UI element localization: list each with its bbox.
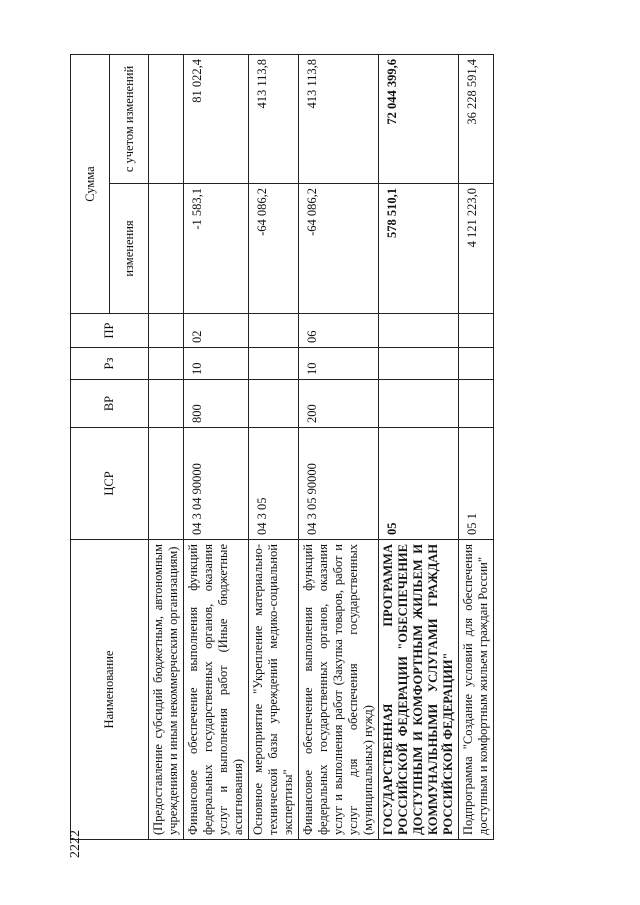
cell-rz: 10 [184,348,249,380]
cell-changes [149,184,184,314]
header-changes: изменения [110,184,149,314]
cell-with-changes: 72 044 399,6 [379,55,459,184]
cell-csr [149,428,184,540]
table-row [184,55,249,840]
cell-name: Подпрограмма "Создание условий для обеспечения доступным и комфортным жильем граждан России" [459,540,494,840]
table-row [379,55,459,840]
table-header [71,55,149,840]
cell-pr [249,314,299,348]
cell-csr: 05 [379,428,459,540]
cell-csr: 05 1 [459,428,494,540]
cell-name: Основное мероприятие "Укрепление материально-технической базы учреждений медико-социальной экспертизы" [249,540,299,840]
cell-with-changes: 81 022,4 [184,55,249,184]
header-pr: ПР [71,314,149,348]
cell-pr [379,314,459,348]
cell-changes: -64 086,2 [299,184,379,314]
cell-vr: 200 [299,380,379,428]
header-csr: ЦСР [71,428,149,540]
cell-vr: 800 [184,380,249,428]
cell-vr [459,380,494,428]
cell-with-changes: 413 113,8 [299,55,379,184]
header-with-changes: с учетом изменений [110,55,149,184]
header-name: Наименование [71,540,149,840]
cell-changes: -64 086,2 [249,184,299,314]
cell-name: ГОСУДАРСТВЕННАЯ ПРОГРАММА РОССИЙСКОЙ ФЕДЕРАЦИИ "ОБЕСПЕЧЕНИЕ ДОСТУПНЫМ И КОМФОРТНЫМ ЖИЛЬЕМ И КОММУНАЛЬНЫМИ УСЛУГАМИ ГРАЖДАН РОССИЙСКОЙ ФЕДЕРАЦИИ" [379,540,459,840]
cell-rz [459,348,494,380]
cell-vr [149,380,184,428]
table-row [299,55,379,840]
table-row [249,55,299,840]
cell-name: Финансовое обеспечение выполнения функций федеральных государственных органов, оказания услуг и выполнения работ (Иные бюджетные ассигнования) [184,540,249,840]
cell-with-changes: 36 228 591,4 [459,55,494,184]
cell-pr: 02 [184,314,249,348]
cell-changes: -1 583,1 [184,184,249,314]
cell-name: (Предоставление субсидий бюджетным, автономным учреждениям и иным некоммерческим организациям) [149,540,184,840]
header-sum: Сумма [71,55,110,314]
cell-pr [149,314,184,348]
cell-rz: 10 [299,348,379,380]
cell-changes: 4 121 223,0 [459,184,494,314]
cell-pr [459,314,494,348]
table-body [149,55,494,840]
cell-rz [249,348,299,380]
cell-csr: 04 3 04 90000 [184,428,249,540]
table-row [149,55,184,840]
header-vr: ВР [71,380,149,428]
page-number: 2222 [68,830,83,858]
cell-vr [379,380,459,428]
budget-table [70,54,494,840]
cell-with-changes [149,55,184,184]
cell-rz [379,348,459,380]
cell-name: Финансовое обеспечение выполнения функций федеральных государственных органов, оказания услуг и выполнения работ (Закупка товаров, работ и услуг для обеспечения государственных (муниципальных) нужд) [299,540,379,840]
cell-rz [149,348,184,380]
cell-changes: 578 510,1 [379,184,459,314]
cell-csr: 04 3 05 90000 [299,428,379,540]
cell-with-changes: 413 113,8 [249,55,299,184]
table-row [459,55,494,840]
cell-vr [249,380,299,428]
rotated-table-wrapper [70,55,570,840]
cell-pr: 06 [299,314,379,348]
header-rz: Рз [71,348,149,380]
cell-csr: 04 3 05 [249,428,299,540]
